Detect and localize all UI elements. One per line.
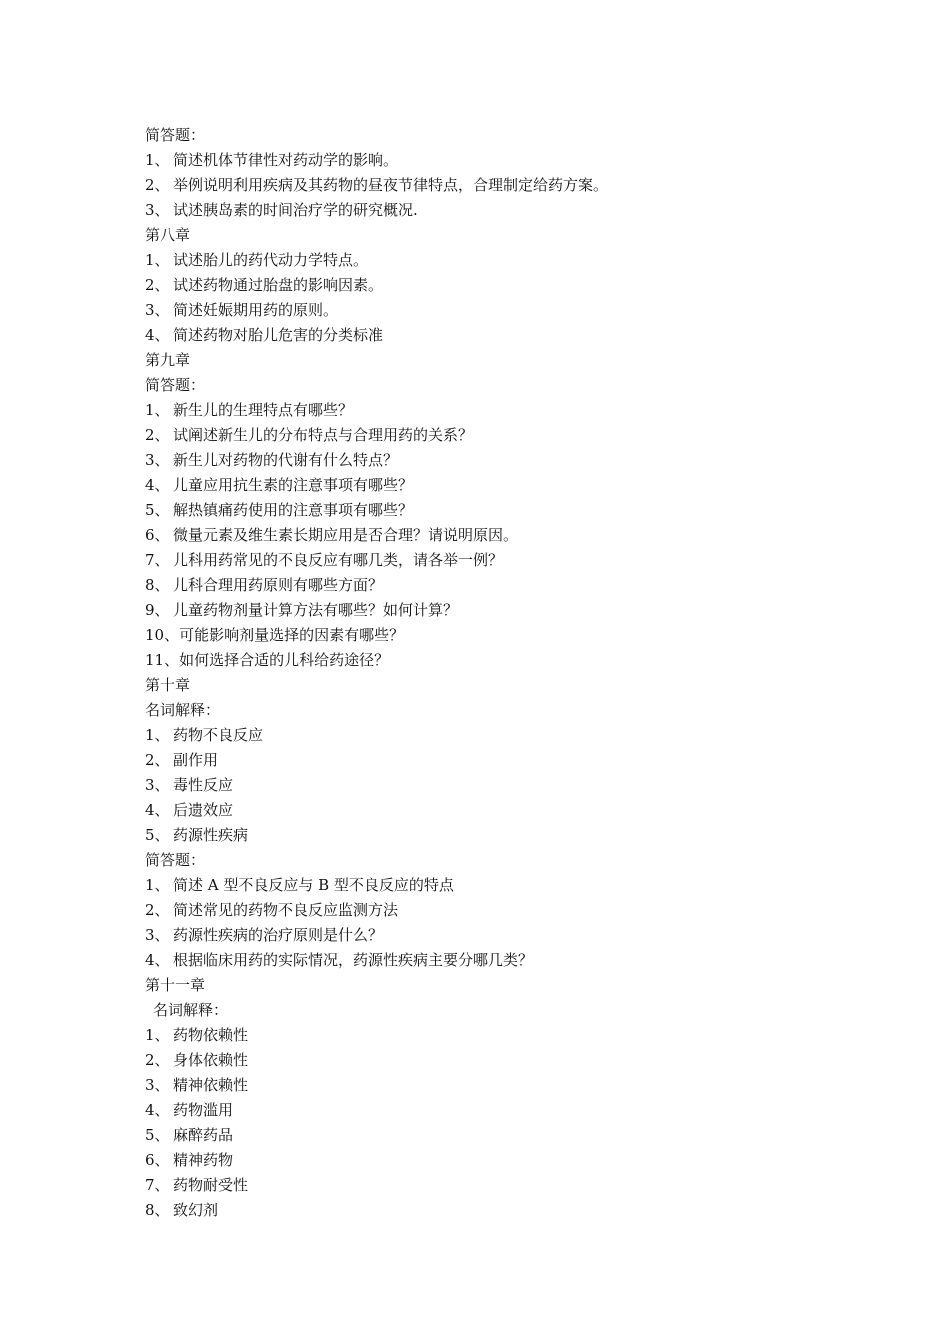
- item-text: 新生儿对药物的代谢有什么特点？: [173, 451, 399, 469]
- item-text: 精神依赖性: [173, 1076, 249, 1094]
- list-item: [145, 723, 845, 748]
- list-item: [145, 448, 845, 473]
- item-number: 8、: [145, 1201, 170, 1219]
- list-item: [145, 1148, 845, 1173]
- item-number: 1、: [145, 401, 170, 419]
- list-item: [145, 1198, 845, 1223]
- list-item: [145, 398, 845, 423]
- document-body: [145, 123, 845, 1223]
- item-number: 10、: [145, 626, 180, 644]
- list-item: [145, 898, 845, 923]
- item-number: 7、: [145, 551, 170, 569]
- item-text: 可能影响剂量选择的因素有哪些？: [179, 626, 405, 644]
- item-number: 6、: [145, 1151, 170, 1169]
- item-text: 试述药物通过胎盘的影响因素。: [173, 276, 384, 294]
- item-text: 药源性疾病: [173, 826, 249, 844]
- list-item: [145, 148, 845, 173]
- item-text: 药物不良反应: [173, 726, 264, 744]
- item-text: 微量元素及维生素长期应用是否合理？请说明原因。: [173, 526, 519, 544]
- item-number: 1、: [145, 251, 170, 269]
- item-number: 2、: [145, 426, 170, 444]
- section-heading: 名词解释：: [153, 1001, 229, 1019]
- list-item: [145, 548, 845, 573]
- item-text: 后遗效应: [173, 801, 234, 819]
- item-number: 1、: [145, 151, 170, 169]
- item-number: 2、: [145, 751, 170, 769]
- list-item: [145, 773, 845, 798]
- item-number: 3、: [145, 201, 170, 219]
- list-item: [145, 298, 845, 323]
- item-number: 5、: [145, 501, 170, 519]
- item-text: 试阐述新生儿的分布特点与合理用药的关系？: [173, 426, 474, 444]
- list-item: [145, 948, 845, 973]
- item-text: 麻醉药品: [173, 1126, 234, 1144]
- list-item: [145, 523, 845, 548]
- item-text: 简述妊娠期用药的原则。: [173, 301, 339, 319]
- item-text: 身体依赖性: [173, 1051, 249, 1069]
- list-item: [145, 498, 845, 523]
- item-text: 根据临床用药的实际情况，药源性疾病主要分哪几类？: [173, 951, 534, 969]
- list-item: [145, 423, 845, 448]
- list-item: [145, 1173, 845, 1198]
- list-item: [145, 248, 845, 273]
- item-text: 试述胎儿的药代动力学特点。: [173, 251, 369, 269]
- list-item: [145, 473, 845, 498]
- item-number: 2、: [145, 176, 170, 194]
- item-number: 9、: [145, 601, 170, 619]
- item-number: 4、: [145, 476, 170, 494]
- item-text: 儿童应用抗生素的注意事项有哪些？: [173, 476, 414, 494]
- list-item: [145, 1023, 845, 1048]
- item-text: 药物耐受性: [173, 1176, 249, 1194]
- item-number: 6、: [145, 526, 170, 544]
- list-item: [145, 748, 845, 773]
- item-number: 8、: [145, 576, 170, 594]
- item-number: 5、: [145, 826, 170, 844]
- item-text: 儿科用药常见的不良反应有哪几类，请各举一例？: [173, 551, 504, 569]
- item-number: 4、: [145, 801, 170, 819]
- item-text: 举例说明利用疾病及其药物的昼夜节律特点，合理制定给药方案。: [173, 176, 609, 194]
- item-text: 简述 A 型不良反应与 B 型不良反应的特点: [173, 876, 454, 894]
- list-item: [145, 798, 845, 823]
- list-item: [145, 623, 845, 648]
- list-item: [145, 173, 845, 198]
- section-heading: 第十一章: [145, 976, 206, 994]
- item-text: 药物滥用: [173, 1101, 234, 1119]
- item-text: 简述常见的药物不良反应监测方法: [173, 901, 399, 919]
- list-item: [145, 873, 845, 898]
- item-number: 11、: [145, 651, 180, 669]
- list-item: [145, 198, 845, 223]
- section-heading: 名词解释：: [145, 701, 221, 719]
- item-text: 致幻剂: [173, 1201, 219, 1219]
- item-text: 副作用: [173, 751, 219, 769]
- section-heading: 简答题：: [145, 851, 206, 869]
- item-text: 解热镇痛药使用的注意事项有哪些？: [173, 501, 414, 519]
- list-item: [145, 323, 845, 348]
- item-text: 如何选择合适的儿科给药途径？: [179, 651, 390, 669]
- item-text: 儿科合理用药原则有哪些方面？: [173, 576, 384, 594]
- item-text: 新生儿的生理特点有哪些？: [173, 401, 354, 419]
- item-text: 简述机体节律性对药动学的影响。: [173, 151, 399, 169]
- list-item: [145, 823, 845, 848]
- item-number: 2、: [145, 901, 170, 919]
- item-number: 1、: [145, 726, 170, 744]
- item-number: 2、: [145, 276, 170, 294]
- item-number: 5、: [145, 1126, 170, 1144]
- item-number: 1、: [145, 1026, 170, 1044]
- item-number: 3、: [145, 301, 170, 319]
- item-number: 2、: [145, 1051, 170, 1069]
- section-heading: 简答题：: [145, 126, 206, 144]
- item-text: 精神药物: [173, 1151, 234, 1169]
- list-item: [145, 1073, 845, 1098]
- item-text: 儿童药物剂量计算方法有哪些？如何计算？: [173, 601, 459, 619]
- list-item: [145, 273, 845, 298]
- item-number: 4、: [145, 951, 170, 969]
- list-item: [145, 648, 845, 673]
- item-number: 7、: [145, 1176, 170, 1194]
- item-text: 试述胰岛素的时间治疗学的研究概况.: [173, 201, 418, 219]
- list-item: [145, 573, 845, 598]
- item-text: 简述药物对胎儿危害的分类标准: [173, 326, 384, 344]
- list-item: [145, 1123, 845, 1148]
- list-item: [145, 923, 845, 948]
- list-item: [145, 1048, 845, 1073]
- item-number: 3、: [145, 926, 170, 944]
- list-item: [145, 598, 845, 623]
- item-number: 3、: [145, 776, 170, 794]
- section-heading: 第九章: [145, 351, 191, 369]
- item-text: 药源性疾病的治疗原则是什么？: [173, 926, 384, 944]
- item-text: 药物依赖性: [173, 1026, 249, 1044]
- item-number: 3、: [145, 451, 170, 469]
- section-heading: 第八章: [145, 226, 191, 244]
- item-number: 4、: [145, 1101, 170, 1119]
- item-number: 4、: [145, 326, 170, 344]
- section-heading: 第十章: [145, 676, 191, 694]
- section-heading: 简答题：: [145, 376, 206, 394]
- item-number: 3、: [145, 1076, 170, 1094]
- list-item: [145, 1098, 845, 1123]
- item-text: 毒性反应: [173, 776, 234, 794]
- item-number: 1、: [145, 876, 170, 894]
